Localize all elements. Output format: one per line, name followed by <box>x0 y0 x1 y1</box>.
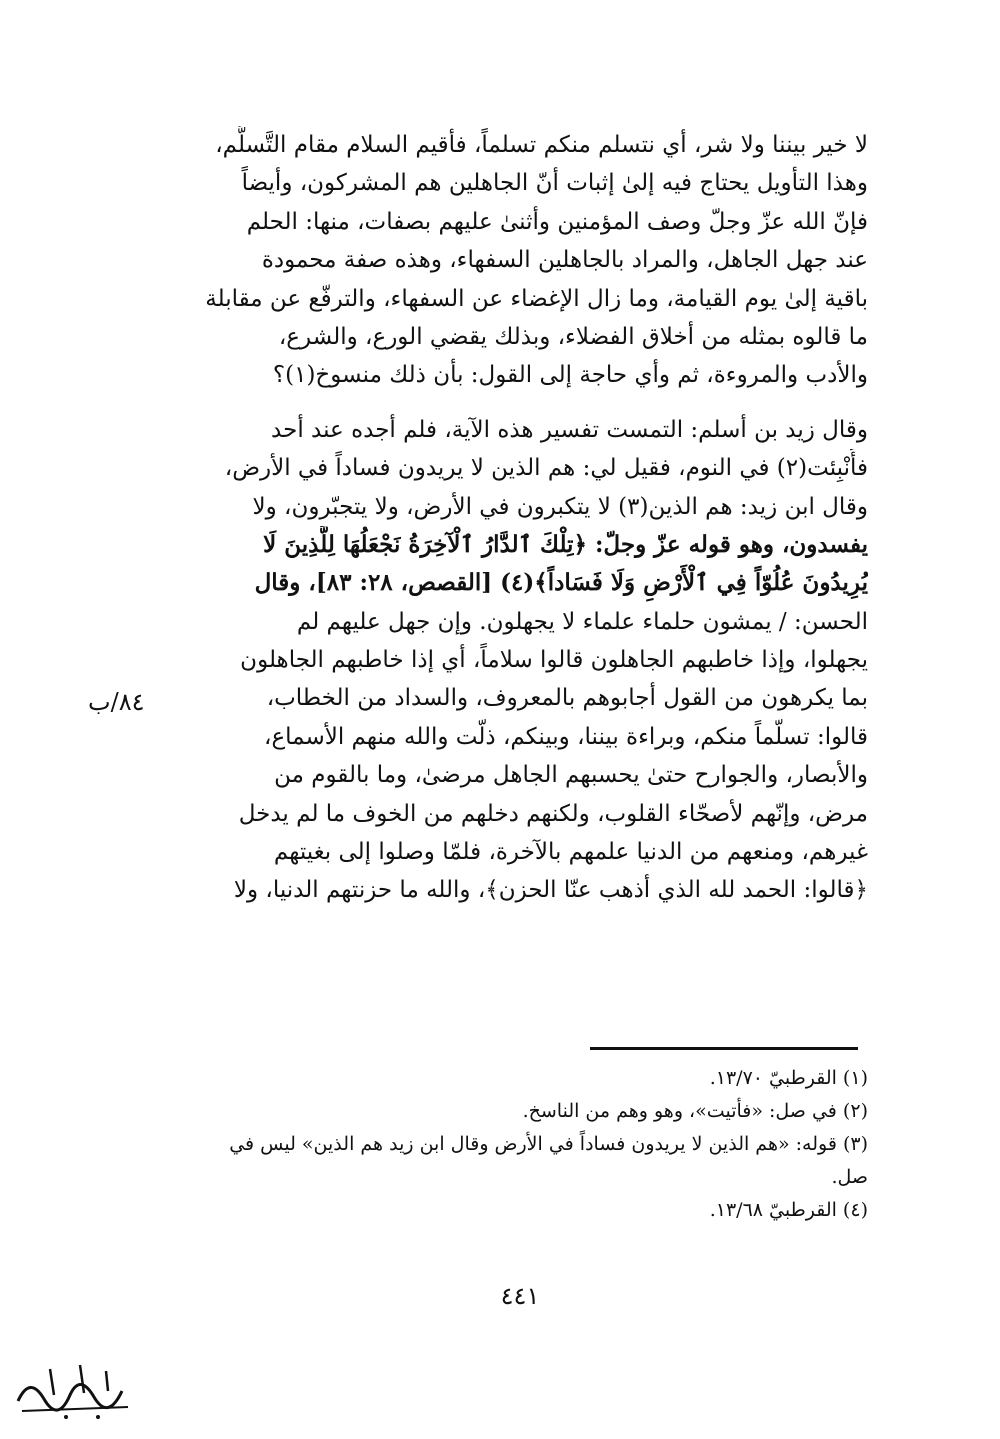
text-line: الحسن: / يمشون حلماء علماء لا يجهلون. وإن جهل عليهم لم <box>296 608 868 635</box>
text-line: يجهلوا، وإذا خاطبهم الجاهلون قالوا سلاماً، أي إذا خاطبهم الجاهلون <box>240 647 868 674</box>
publisher-logo-icon <box>10 1355 140 1427</box>
main-text <box>160 126 868 910</box>
footnote: (٢) في صل: «فأتيت»، وهو وهم من الناسخ. <box>522 1100 868 1122</box>
footnote: (٤) القرطبيّ ١٣/٦٨. <box>709 1199 868 1221</box>
text-line: مرض، وإنّهم لأصحّاء القلوب، ولكنهم دخلهم من الخوف ما لم يدخل <box>238 800 868 827</box>
page-number: ٤٤١ <box>500 1282 540 1310</box>
text-line: والأبصار، والجوارح حتىٰ يحسبهم الجاهل مرضىٰ، وما بالقوم من <box>274 762 868 789</box>
text-line: باقية إلىٰ يوم القيامة، وما زال الإغضاء عن السفهاء، والترفّع عن مقابلة <box>205 285 868 312</box>
paragraph-gap <box>160 395 868 411</box>
text-line-quran: يفسدون، وهو قوله عزّ وجلّ: ﴿تِلْكَ ٱلدَّارُ ٱلْآخِرَةُ نَجْعَلُهَا لِلَّذِينَ لَا <box>263 530 868 558</box>
text-line: فإنّ الله عزّ وجلّ وصف المؤمنين وأثنىٰ عليهم بصفات، منها: الحلم <box>246 208 868 235</box>
text-line: لا خير بيننا ولا شر، أي نتسلم منكم تسلماً، فأقيم السلام مقام التَّسلُّم، <box>215 132 868 158</box>
text-line-quran: يُرِيدُونَ عُلُوّاً فِي ٱلْأَرْضِ وَلَا فَسَاداً﴾(٤) [القصص، ٢٨: ٨٣]، وقال <box>254 569 868 597</box>
text-line: وهذا التأويل يحتاج فيه إلىٰ إثبات أنّ الجاهلين هم المشركون، وأيضاً <box>241 170 868 197</box>
footnote: (٣) قوله: «هم الذين لا يريدون فساداً في الأرض وقال ابن زيد هم الذين» ليس في <box>229 1133 868 1155</box>
text-line: غيرهم، ومنعهم من الدنيا علمهم بالآخرة، فلمّا وصلوا إلى بغيتهم <box>273 839 868 866</box>
footnote-separator <box>590 1047 858 1050</box>
text-line: ﴿قالوا: الحمد لله الذي أذهب عنّا الحزن﴾، والله ما حزنتهم الدنيا، ولا <box>233 877 868 904</box>
footnote: (١) القرطبيّ ١٣/٧٠. <box>709 1067 868 1089</box>
text-line: عند جهل الجاهل، والمراد بالجاهلين السفهاء، وهذه صفة محمودة <box>261 247 868 274</box>
text-line: قالوا: تسلّماً منكم، وبراءة بيننا، وبينكم، ذلّت والله منهم الأسماع، <box>264 723 868 750</box>
text-line: وقال زيد بن أسلم: التمست تفسير هذه الآية، فلم أجده عند أحد <box>271 416 868 443</box>
footnotes <box>160 1062 868 1227</box>
text-line: وقال ابن زيد: هم الذين(٣) لا يتكبرون في الأرض، ولا يتجبّرون، ولا <box>252 493 868 520</box>
footnote-continuation: صل. <box>831 1166 868 1188</box>
text-line: فأُنْبِئت(٢) في النوم، فقيل لي: هم الذين لا يريدون فساداً في الأرض، <box>224 455 868 482</box>
text-line: بما يكرهون من القول أجابوهم بالمعروف، والسداد من الخطاب، <box>266 685 868 712</box>
margin-folio-note: ٨٤/ب <box>88 688 145 716</box>
text-line: والأدب والمروءة، ثم وأي حاجة إلى القول: بأن ذلك منسوخ(١)؟ <box>272 362 868 389</box>
text-line: ما قالوه بمثله من أخلاق الفضلاء، وبذلك يقضي الورع، والشرع، <box>278 323 868 350</box>
